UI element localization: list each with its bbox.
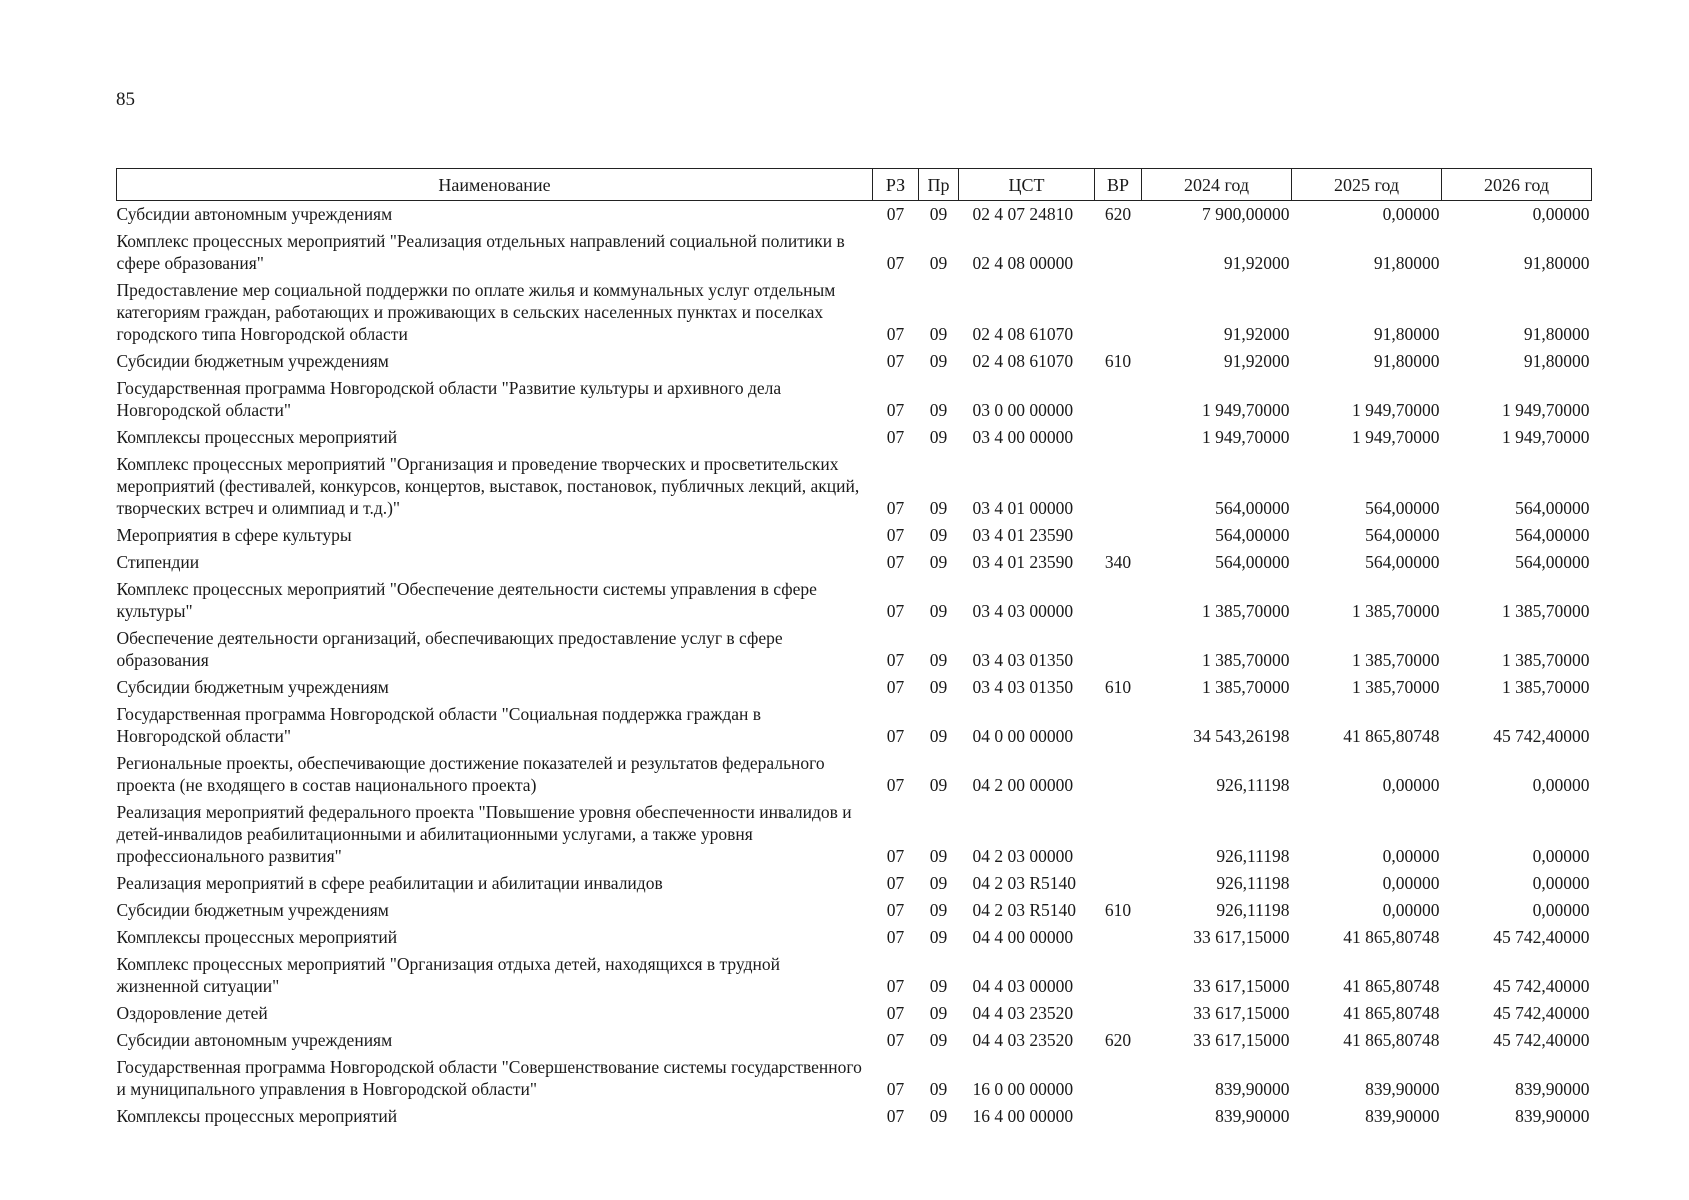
cell-2026: 1 385,70000 bbox=[1502, 650, 1590, 670]
cell-name: Комплекс процессных мероприятий "Организация отдыха детей, находящихся в трудной жизненной ситуации" bbox=[116, 954, 780, 996]
cell-rz: 07 bbox=[886, 927, 905, 947]
cell-rz: 07 bbox=[886, 1030, 905, 1050]
cell-vr bbox=[1095, 1000, 1142, 1027]
cell-name: Комплекс процессных мероприятий "Реализация отдельных направлений социальной политики в сфере образования" bbox=[116, 231, 845, 273]
cell-cst: 02 4 08 61070 bbox=[972, 351, 1074, 371]
table-row bbox=[117, 576, 1592, 625]
cell-2024: 91,92000 bbox=[1223, 324, 1290, 344]
cell-rz: 07 bbox=[886, 498, 905, 518]
cell-cst: 03 0 00 00000 bbox=[972, 400, 1074, 420]
cell-cst: 03 4 03 01350 bbox=[972, 650, 1074, 670]
table-row bbox=[117, 674, 1592, 701]
cell-name: Региональные проекты, обеспечивающие достижение показателей и результатов федерального проекта (не входящего в состав национального проекта) bbox=[116, 753, 825, 795]
cell-name: Предоставление мер социальной поддержки по оплате жилья и коммунальных услуг отдельным категориям граждан, работающих и проживающих в сельских населенных пунктах и поселках городского типа Новгородской области bbox=[116, 280, 836, 344]
table-row bbox=[117, 701, 1592, 750]
cell-name: Субсидии автономным учреждениям bbox=[116, 1030, 393, 1050]
cell-2025: 41 865,80748 bbox=[1343, 976, 1440, 996]
cell-2024: 839,90000 bbox=[1215, 1079, 1290, 1099]
cell-cst: 04 4 03 00000 bbox=[972, 976, 1074, 996]
cell-2025: 1 385,70000 bbox=[1352, 677, 1440, 697]
cell-2025: 0,00000 bbox=[1382, 204, 1440, 224]
cell-rz: 07 bbox=[886, 351, 905, 371]
cell-pr: 09 bbox=[929, 726, 948, 746]
cell-2025: 41 865,80748 bbox=[1343, 1030, 1440, 1050]
cell-2026: 45 742,40000 bbox=[1493, 1003, 1590, 1023]
cell-2024: 1 949,70000 bbox=[1202, 427, 1290, 447]
table-row bbox=[117, 1000, 1592, 1027]
cell-2026: 839,90000 bbox=[1515, 1106, 1590, 1126]
cell-2025: 91,80000 bbox=[1373, 324, 1440, 344]
table-header bbox=[117, 169, 1592, 201]
cell-pr: 09 bbox=[929, 775, 948, 795]
table-row bbox=[117, 951, 1592, 1000]
cell-name: Комплексы процессных мероприятий bbox=[116, 427, 398, 447]
cell-2026: 45 742,40000 bbox=[1493, 976, 1590, 996]
cell-2024: 1 949,70000 bbox=[1202, 400, 1290, 420]
cell-rz: 07 bbox=[886, 253, 905, 273]
table-row bbox=[117, 799, 1592, 870]
header-name: Наименование bbox=[117, 169, 873, 201]
cell-name: Реализация мероприятий федерального проекта "Повышение уровня обеспеченности инвалидов и детей-инвалидов реабилитационными и абилитационными услугами, а также уровня профессионального развития" bbox=[116, 802, 852, 866]
header-rz: РЗ bbox=[873, 169, 919, 201]
header-row bbox=[117, 169, 1592, 201]
table-row bbox=[117, 1027, 1592, 1054]
budget-table bbox=[116, 168, 1592, 1130]
cell-cst: 02 4 07 24810 bbox=[972, 204, 1074, 224]
cell-2024: 564,00000 bbox=[1215, 525, 1290, 545]
cell-rz: 07 bbox=[886, 427, 905, 447]
cell-2024: 91,92000 bbox=[1223, 253, 1290, 273]
cell-pr: 09 bbox=[929, 873, 948, 893]
cell-2025: 839,90000 bbox=[1365, 1079, 1440, 1099]
cell-pr: 09 bbox=[929, 525, 948, 545]
cell-2026: 564,00000 bbox=[1515, 498, 1590, 518]
cell-rz: 07 bbox=[886, 900, 905, 920]
header-2024: 2024 год bbox=[1142, 169, 1292, 201]
header-vr: ВР bbox=[1095, 169, 1142, 201]
cell-2024: 33 617,15000 bbox=[1193, 1030, 1290, 1050]
cell-2025: 1 385,70000 bbox=[1352, 650, 1440, 670]
cell-rz: 07 bbox=[886, 846, 905, 866]
cell-pr: 09 bbox=[929, 927, 948, 947]
table-row bbox=[117, 277, 1592, 348]
cell-vr bbox=[1095, 451, 1142, 522]
cell-name: Стипендии bbox=[116, 552, 200, 572]
page-number: 85 bbox=[116, 89, 135, 110]
cell-vr: 620 bbox=[1104, 1030, 1132, 1050]
cell-2025: 1 949,70000 bbox=[1352, 400, 1440, 420]
table-row bbox=[117, 451, 1592, 522]
table-row bbox=[117, 924, 1592, 951]
cell-rz: 07 bbox=[886, 601, 905, 621]
cell-cst: 03 4 01 00000 bbox=[972, 498, 1074, 518]
cell-2026: 0,00000 bbox=[1532, 204, 1590, 224]
table-row bbox=[117, 201, 1592, 229]
cell-pr: 09 bbox=[929, 677, 948, 697]
cell-vr bbox=[1095, 375, 1142, 424]
cell-vr bbox=[1095, 870, 1142, 897]
cell-cst: 16 4 00 00000 bbox=[972, 1106, 1074, 1126]
cell-cst: 03 4 00 00000 bbox=[972, 427, 1074, 447]
cell-cst: 03 4 01 23590 bbox=[972, 525, 1074, 545]
cell-2026: 45 742,40000 bbox=[1493, 726, 1590, 746]
table-row bbox=[117, 750, 1592, 799]
cell-2025: 91,80000 bbox=[1373, 351, 1440, 371]
header-2025: 2025 год bbox=[1292, 169, 1442, 201]
cell-2026: 1 385,70000 bbox=[1502, 677, 1590, 697]
cell-2026: 1 385,70000 bbox=[1502, 601, 1590, 621]
cell-2025: 1 949,70000 bbox=[1352, 427, 1440, 447]
cell-rz: 07 bbox=[886, 204, 905, 224]
cell-cst: 03 4 03 01350 bbox=[972, 677, 1074, 697]
cell-pr: 09 bbox=[929, 552, 948, 572]
cell-rz: 07 bbox=[886, 1079, 905, 1099]
cell-vr bbox=[1095, 1103, 1142, 1130]
cell-vr bbox=[1095, 625, 1142, 674]
cell-vr bbox=[1095, 799, 1142, 870]
cell-name: Государственная программа Новгородской области "Социальная поддержка граждан в Новгородской области" bbox=[116, 704, 762, 746]
cell-2026: 0,00000 bbox=[1532, 900, 1590, 920]
cell-2024: 926,11198 bbox=[1216, 775, 1290, 795]
cell-pr: 09 bbox=[929, 846, 948, 866]
cell-cst: 16 0 00 00000 bbox=[972, 1079, 1074, 1099]
cell-rz: 07 bbox=[886, 650, 905, 670]
cell-cst: 04 4 03 23520 bbox=[972, 1003, 1074, 1023]
cell-pr: 09 bbox=[929, 324, 948, 344]
cell-name: Мероприятия в сфере культуры bbox=[116, 525, 352, 545]
cell-vr bbox=[1095, 424, 1142, 451]
header-cst: ЦСТ bbox=[959, 169, 1095, 201]
table-row bbox=[117, 870, 1592, 897]
table-row bbox=[117, 424, 1592, 451]
cell-pr: 09 bbox=[929, 204, 948, 224]
cell-cst: 02 4 08 00000 bbox=[972, 253, 1074, 273]
table-row bbox=[117, 549, 1592, 576]
cell-2026: 839,90000 bbox=[1515, 1079, 1590, 1099]
cell-cst: 04 0 00 00000 bbox=[972, 726, 1074, 746]
header-pr: Пр bbox=[919, 169, 959, 201]
cell-2024: 7 900,00000 bbox=[1202, 204, 1290, 224]
cell-pr: 09 bbox=[929, 650, 948, 670]
cell-vr bbox=[1095, 750, 1142, 799]
cell-name: Государственная программа Новгородской области "Развитие культуры и архивного дела Новгородской области" bbox=[116, 378, 782, 420]
cell-pr: 09 bbox=[929, 1106, 948, 1126]
cell-pr: 09 bbox=[929, 427, 948, 447]
cell-pr: 09 bbox=[929, 253, 948, 273]
cell-name: Субсидии бюджетным учреждениям bbox=[116, 900, 389, 920]
cell-vr: 620 bbox=[1104, 204, 1132, 224]
cell-pr: 09 bbox=[929, 1003, 948, 1023]
cell-name: Комплекс процессных мероприятий "Организация и проведение творческих и просветительских мероприятий (фестивалей, конкурсов, концертов, выставок, постановок, публичных лекций, акций, творческих встреч и олимпиад и т.д.)" bbox=[116, 454, 860, 518]
cell-rz: 07 bbox=[886, 1106, 905, 1126]
cell-rz: 07 bbox=[886, 726, 905, 746]
cell-2024: 564,00000 bbox=[1215, 552, 1290, 572]
table-row bbox=[117, 348, 1592, 375]
cell-2025: 0,00000 bbox=[1382, 900, 1440, 920]
cell-rz: 07 bbox=[886, 873, 905, 893]
cell-name: Обеспечение деятельности организаций, обеспечивающих предоставление услуг в сфере образования bbox=[116, 628, 783, 670]
cell-name: Комплексы процессных мероприятий bbox=[116, 1106, 398, 1126]
cell-2024: 33 617,15000 bbox=[1193, 1003, 1290, 1023]
cell-name: Оздоровление детей bbox=[116, 1003, 268, 1023]
cell-2026: 0,00000 bbox=[1532, 775, 1590, 795]
cell-pr: 09 bbox=[929, 976, 948, 996]
cell-cst: 04 2 03 R5140 bbox=[972, 900, 1077, 920]
cell-vr: 610 bbox=[1104, 677, 1132, 697]
cell-name: Реализация мероприятий в сфере реабилитации и абилитации инвалидов bbox=[116, 873, 663, 893]
cell-2024: 1 385,70000 bbox=[1202, 601, 1290, 621]
cell-2025: 0,00000 bbox=[1382, 775, 1440, 795]
cell-2026: 91,80000 bbox=[1523, 253, 1590, 273]
cell-vr bbox=[1095, 924, 1142, 951]
cell-rz: 07 bbox=[886, 677, 905, 697]
cell-rz: 07 bbox=[886, 1003, 905, 1023]
cell-vr bbox=[1095, 522, 1142, 549]
cell-2024: 34 543,26198 bbox=[1193, 726, 1290, 746]
cell-2026: 45 742,40000 bbox=[1493, 927, 1590, 947]
cell-2025: 41 865,80748 bbox=[1343, 726, 1440, 746]
cell-rz: 07 bbox=[886, 976, 905, 996]
cell-2024: 1 385,70000 bbox=[1202, 650, 1290, 670]
cell-2025: 1 385,70000 bbox=[1352, 601, 1440, 621]
cell-vr bbox=[1095, 576, 1142, 625]
cell-name: Субсидии бюджетным учреждениям bbox=[116, 351, 389, 371]
table-row bbox=[117, 1103, 1592, 1130]
cell-2026: 564,00000 bbox=[1515, 525, 1590, 545]
cell-2024: 839,90000 bbox=[1215, 1106, 1290, 1126]
table-row bbox=[117, 1054, 1592, 1103]
table-row bbox=[117, 228, 1592, 277]
cell-pr: 09 bbox=[929, 498, 948, 518]
cell-cst: 04 2 03 R5140 bbox=[972, 873, 1077, 893]
cell-cst: 02 4 08 61070 bbox=[972, 324, 1074, 344]
cell-2025: 91,80000 bbox=[1373, 253, 1440, 273]
cell-2024: 91,92000 bbox=[1223, 351, 1290, 371]
cell-vr: 340 bbox=[1104, 552, 1132, 572]
cell-vr bbox=[1095, 951, 1142, 1000]
cell-cst: 03 4 03 00000 bbox=[972, 601, 1074, 621]
cell-2024: 33 617,15000 bbox=[1193, 927, 1290, 947]
cell-rz: 07 bbox=[886, 775, 905, 795]
table-body bbox=[117, 201, 1592, 1131]
cell-vr bbox=[1095, 277, 1142, 348]
cell-name: Комплексы процессных мероприятий bbox=[116, 927, 398, 947]
table-row bbox=[117, 625, 1592, 674]
cell-rz: 07 bbox=[886, 552, 905, 572]
cell-2026: 564,00000 bbox=[1515, 552, 1590, 572]
cell-2025: 564,00000 bbox=[1365, 525, 1440, 545]
cell-cst: 04 4 03 23520 bbox=[972, 1030, 1074, 1050]
cell-name: Субсидии автономным учреждениям bbox=[116, 204, 393, 224]
cell-2024: 926,11198 bbox=[1216, 900, 1290, 920]
cell-vr bbox=[1095, 228, 1142, 277]
cell-2026: 1 949,70000 bbox=[1502, 400, 1590, 420]
cell-pr: 09 bbox=[929, 400, 948, 420]
cell-name: Комплекс процессных мероприятий "Обеспечение деятельности системы управления в сфере культуры" bbox=[116, 579, 817, 621]
cell-cst: 04 4 00 00000 bbox=[972, 927, 1074, 947]
cell-pr: 09 bbox=[929, 1030, 948, 1050]
cell-cst: 04 2 03 00000 bbox=[972, 846, 1074, 866]
cell-2025: 41 865,80748 bbox=[1343, 1003, 1440, 1023]
cell-2024: 33 617,15000 bbox=[1193, 976, 1290, 996]
cell-2026: 1 949,70000 bbox=[1502, 427, 1590, 447]
cell-name: Государственная программа Новгородской области "Совершенствование системы государственного и муниципального управления в Новгородской области" bbox=[116, 1057, 862, 1099]
cell-2026: 0,00000 bbox=[1532, 846, 1590, 866]
cell-pr: 09 bbox=[929, 601, 948, 621]
cell-2026: 45 742,40000 bbox=[1493, 1030, 1590, 1050]
cell-2024: 926,11198 bbox=[1216, 873, 1290, 893]
cell-pr: 09 bbox=[929, 1079, 948, 1099]
cell-rz: 07 bbox=[886, 525, 905, 545]
cell-vr bbox=[1095, 701, 1142, 750]
cell-vr: 610 bbox=[1104, 351, 1132, 371]
cell-2024: 564,00000 bbox=[1215, 498, 1290, 518]
cell-2025: 41 865,80748 bbox=[1343, 927, 1440, 947]
cell-pr: 09 bbox=[929, 351, 948, 371]
cell-2025: 0,00000 bbox=[1382, 873, 1440, 893]
table-row bbox=[117, 897, 1592, 924]
table-row bbox=[117, 522, 1592, 549]
cell-name: Субсидии бюджетным учреждениям bbox=[116, 677, 389, 697]
cell-vr: 610 bbox=[1104, 900, 1132, 920]
cell-2026: 91,80000 bbox=[1523, 351, 1590, 371]
table-row bbox=[117, 375, 1592, 424]
cell-rz: 07 bbox=[886, 324, 905, 344]
cell-rz: 07 bbox=[886, 400, 905, 420]
cell-2024: 1 385,70000 bbox=[1202, 677, 1290, 697]
cell-cst: 04 2 00 00000 bbox=[972, 775, 1074, 795]
cell-2026: 0,00000 bbox=[1532, 873, 1590, 893]
cell-2025: 564,00000 bbox=[1365, 552, 1440, 572]
cell-2025: 564,00000 bbox=[1365, 498, 1440, 518]
cell-2025: 839,90000 bbox=[1365, 1106, 1440, 1126]
cell-pr: 09 bbox=[929, 900, 948, 920]
cell-2026: 91,80000 bbox=[1523, 324, 1590, 344]
cell-vr bbox=[1095, 1054, 1142, 1103]
cell-cst: 03 4 01 23590 bbox=[972, 552, 1074, 572]
cell-2024: 926,11198 bbox=[1216, 846, 1290, 866]
header-2026: 2026 год bbox=[1442, 169, 1592, 201]
cell-2025: 0,00000 bbox=[1382, 846, 1440, 866]
